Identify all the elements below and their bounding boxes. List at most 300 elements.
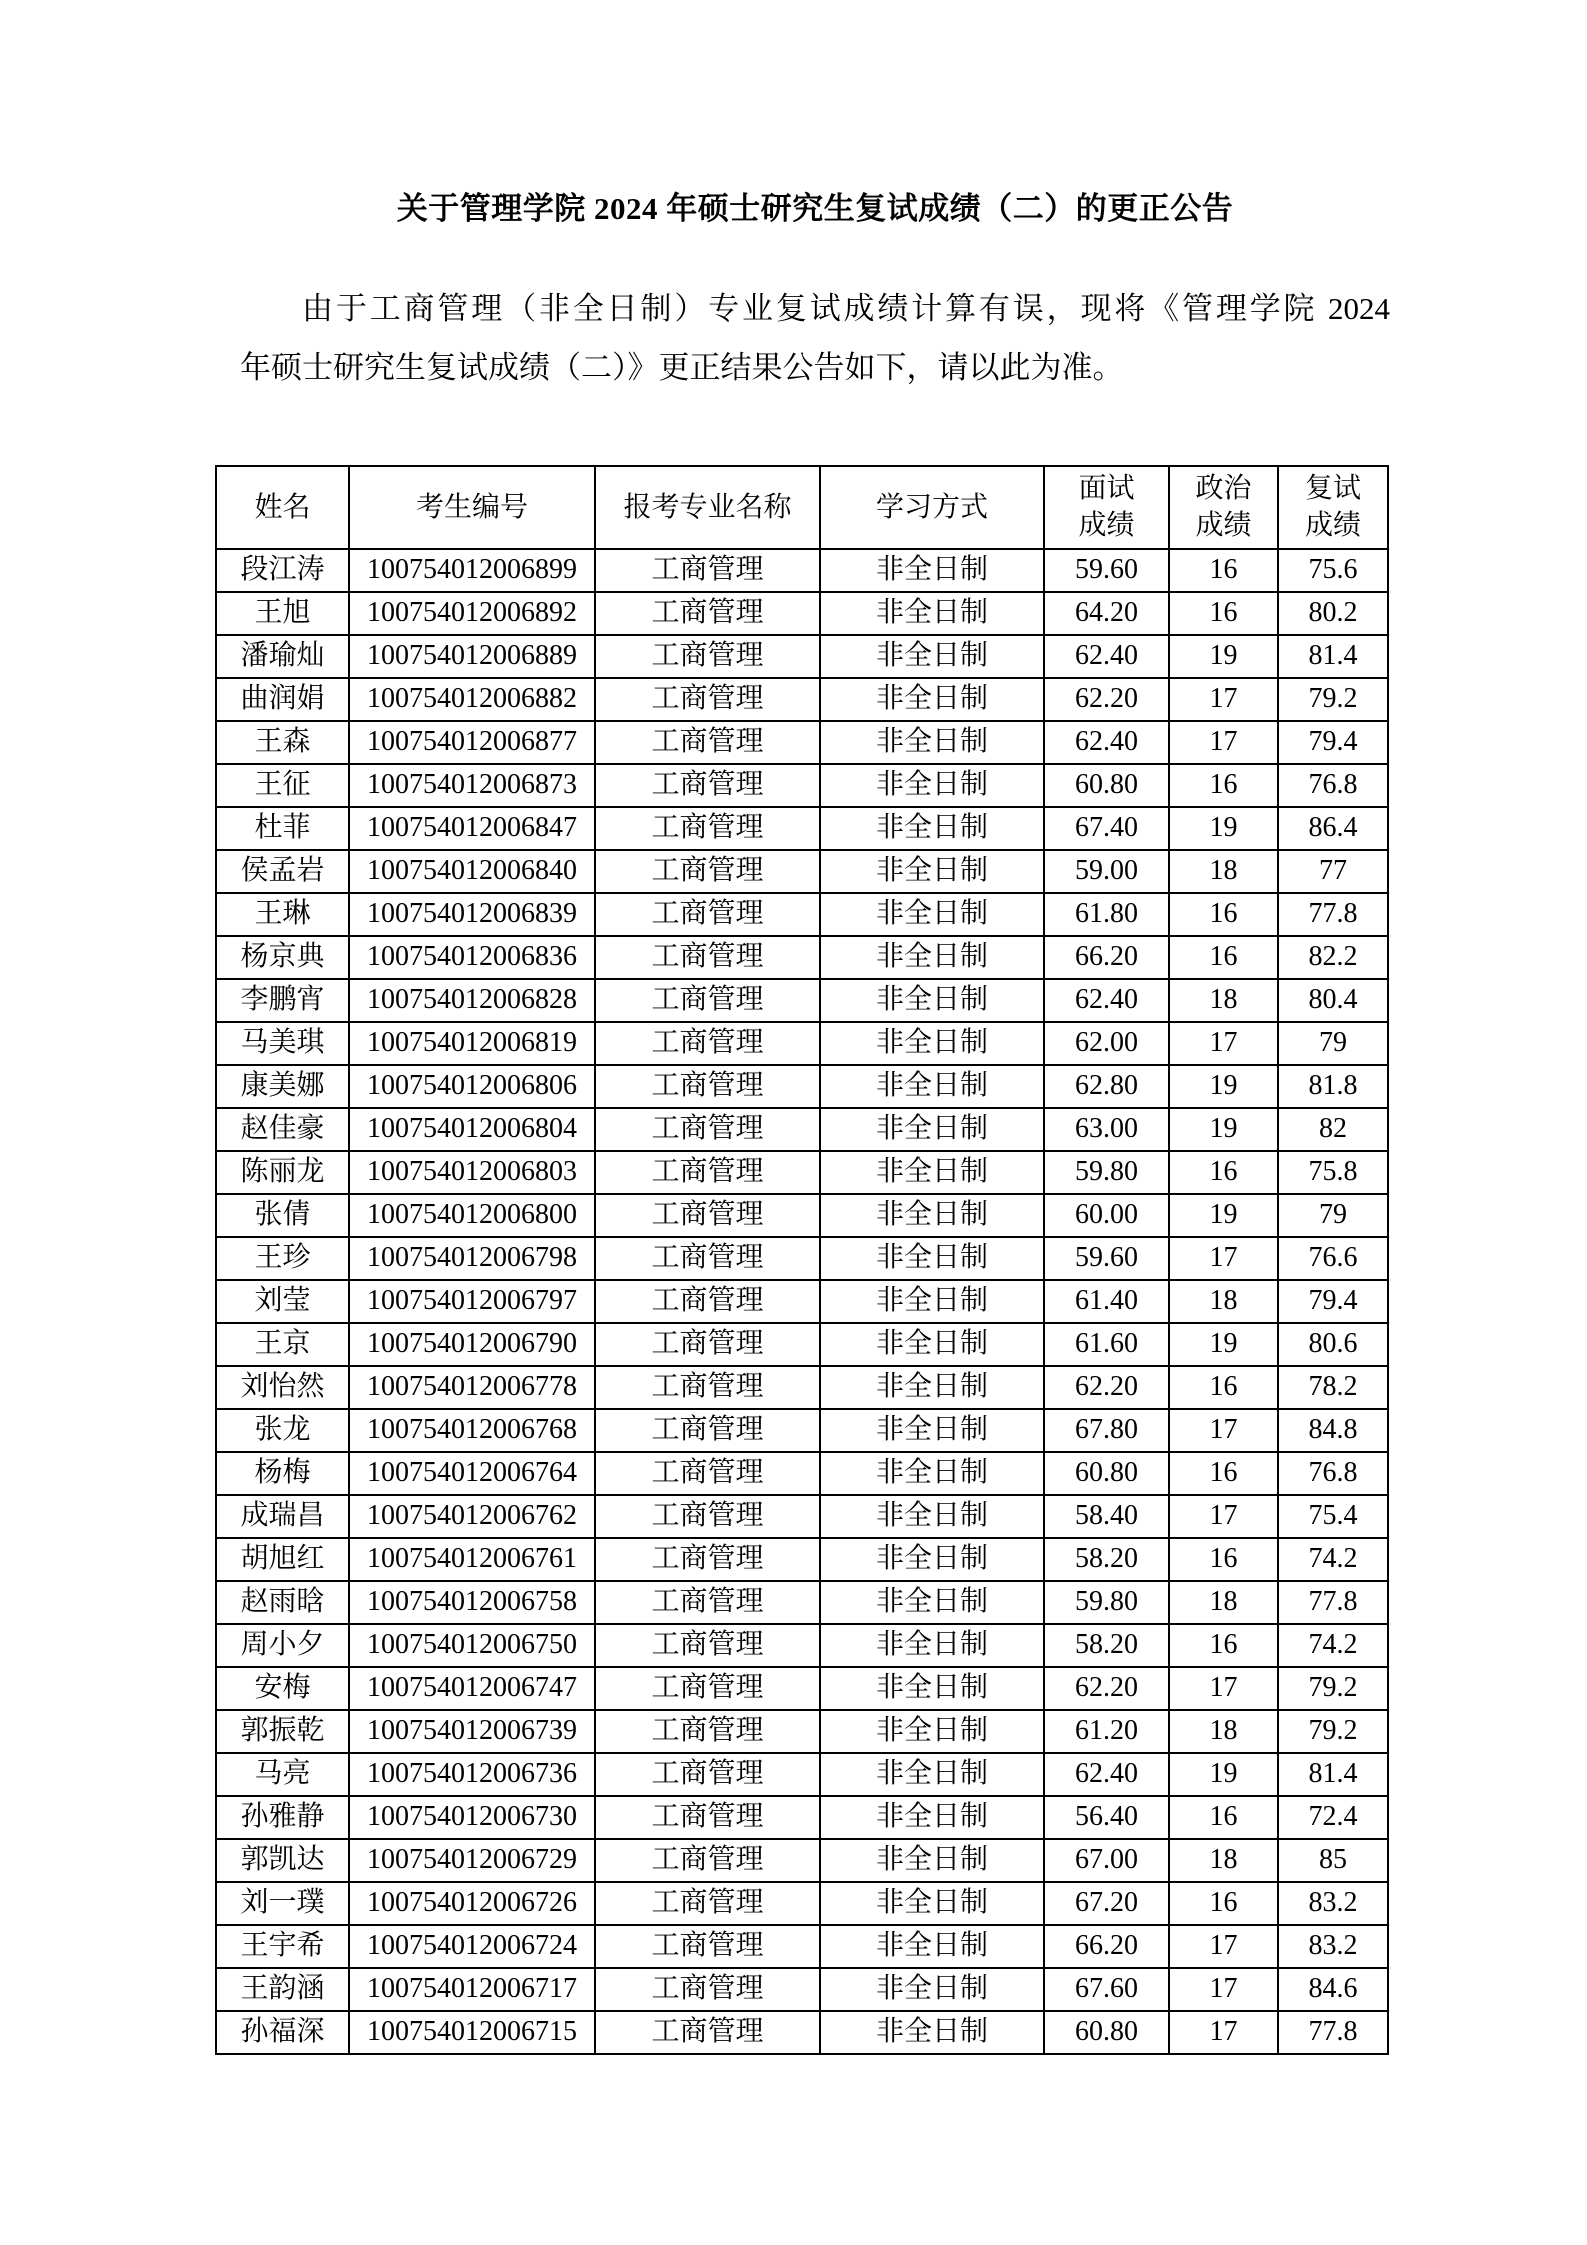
cell-name: 孙福深: [216, 2011, 349, 2054]
cell-politics-score: 19: [1169, 1194, 1278, 1237]
cell-candidate-id: 100754012006739: [349, 1710, 595, 1753]
table-row: [216, 1753, 1388, 1796]
cell-major: 工商管理: [595, 1882, 820, 1925]
header-study-mode-label: 学习方式: [875, 491, 988, 523]
cell-final-score: 77.8: [1278, 2011, 1388, 2054]
cell-politics-score: 16: [1169, 764, 1278, 807]
cell-interview-score: 62.40: [1044, 721, 1169, 764]
cell-interview-score: 58.20: [1044, 1538, 1169, 1581]
cell-interview-score: 67.60: [1044, 1968, 1169, 2011]
table-row: [216, 1151, 1388, 1194]
table-row: [216, 807, 1388, 850]
header-final-score-label: 复试成绩: [1305, 472, 1362, 542]
cell-name: 张龙: [216, 1409, 349, 1452]
cell-study-mode: 非全日制: [820, 1323, 1044, 1366]
cell-final-score: 81.4: [1278, 635, 1388, 678]
cell-candidate-id: 100754012006877: [349, 721, 595, 764]
cell-name: 赵雨晗: [216, 1581, 349, 1624]
cell-name: 安梅: [216, 1667, 349, 1710]
cell-study-mode: 非全日制: [820, 1151, 1044, 1194]
cell-politics-score: 17: [1169, 1667, 1278, 1710]
table-row: [216, 1968, 1388, 2011]
cell-candidate-id: 100754012006882: [349, 678, 595, 721]
cell-politics-score: 16: [1169, 1624, 1278, 1667]
cell-final-score: 80.4: [1278, 979, 1388, 1022]
cell-name: 王京: [216, 1323, 349, 1366]
cell-candidate-id: 100754012006736: [349, 1753, 595, 1796]
cell-study-mode: 非全日制: [820, 1366, 1044, 1409]
cell-interview-score: 60.00: [1044, 1194, 1169, 1237]
cell-final-score: 80.6: [1278, 1323, 1388, 1366]
cell-final-score: 79.4: [1278, 721, 1388, 764]
cell-candidate-id: 100754012006819: [349, 1022, 595, 1065]
cell-candidate-id: 100754012006724: [349, 1925, 595, 1968]
cell-study-mode: 非全日制: [820, 936, 1044, 979]
cell-name: 王征: [216, 764, 349, 807]
cell-study-mode: 非全日制: [820, 1065, 1044, 1108]
cell-politics-score: 18: [1169, 1581, 1278, 1624]
cell-study-mode: 非全日制: [820, 807, 1044, 850]
cell-name: 陈丽龙: [216, 1151, 349, 1194]
cell-candidate-id: 100754012006715: [349, 2011, 595, 2054]
cell-major: 工商管理: [595, 1753, 820, 1796]
cell-name: 赵佳豪: [216, 1108, 349, 1151]
table-row: [216, 1495, 1388, 1538]
cell-name: 刘莹: [216, 1280, 349, 1323]
cell-politics-score: 16: [1169, 592, 1278, 635]
header-final-score: [1278, 466, 1388, 549]
cell-candidate-id: 100754012006847: [349, 807, 595, 850]
cell-major: 工商管理: [595, 721, 820, 764]
cell-interview-score: 62.40: [1044, 1753, 1169, 1796]
table-row: [216, 2011, 1388, 2054]
cell-major: 工商管理: [595, 1839, 820, 1882]
cell-candidate-id: 100754012006899: [349, 549, 595, 592]
cell-final-score: 79.2: [1278, 1710, 1388, 1753]
intro-line-2: 年硕士研究生复试成绩（二）》更正结果公告如下，请以此为准。: [240, 350, 1124, 385]
cell-major: 工商管理: [595, 592, 820, 635]
cell-major: 工商管理: [595, 678, 820, 721]
cell-interview-score: 67.80: [1044, 1409, 1169, 1452]
header-study-mode: [820, 466, 1044, 549]
table-row: [216, 979, 1388, 1022]
cell-major: 工商管理: [595, 807, 820, 850]
cell-interview-score: 61.80: [1044, 893, 1169, 936]
table-row: [216, 1194, 1388, 1237]
cell-major: 工商管理: [595, 1968, 820, 2011]
header-major-label: 报考专业名称: [623, 491, 792, 523]
cell-politics-score: 17: [1169, 1409, 1278, 1452]
table-row: [216, 1280, 1388, 1323]
table-row: [216, 1237, 1388, 1280]
cell-candidate-id: 100754012006747: [349, 1667, 595, 1710]
cell-major: 工商管理: [595, 1280, 820, 1323]
cell-final-score: 86.4: [1278, 807, 1388, 850]
cell-candidate-id: 100754012006778: [349, 1366, 595, 1409]
cell-politics-score: 17: [1169, 1495, 1278, 1538]
cell-interview-score: 67.20: [1044, 1882, 1169, 1925]
cell-candidate-id: 100754012006800: [349, 1194, 595, 1237]
cell-name: 李鹏宵: [216, 979, 349, 1022]
table-row: [216, 549, 1388, 592]
cell-interview-score: 60.80: [1044, 1452, 1169, 1495]
cell-study-mode: 非全日制: [820, 1194, 1044, 1237]
cell-final-score: 75.4: [1278, 1495, 1388, 1538]
cell-major: 工商管理: [595, 893, 820, 936]
cell-name: 王珍: [216, 1237, 349, 1280]
cell-final-score: 79: [1278, 1022, 1388, 1065]
table-row: [216, 1925, 1388, 1968]
cell-major: 工商管理: [595, 1667, 820, 1710]
cell-final-score: 85: [1278, 1839, 1388, 1882]
cell-politics-score: 16: [1169, 1452, 1278, 1495]
cell-politics-score: 17: [1169, 1968, 1278, 2011]
cell-candidate-id: 100754012006768: [349, 1409, 595, 1452]
page-title: 关于管理学院 2024 年硕士研究生复试成绩（二）的更正公告: [396, 191, 1234, 226]
table-row: [216, 1882, 1388, 1925]
cell-major: 工商管理: [595, 979, 820, 1022]
cell-final-score: 82: [1278, 1108, 1388, 1151]
cell-interview-score: 62.40: [1044, 635, 1169, 678]
table-row: [216, 592, 1388, 635]
cell-politics-score: 17: [1169, 1022, 1278, 1065]
table-row: [216, 1581, 1388, 1624]
cell-interview-score: 62.20: [1044, 1366, 1169, 1409]
cell-politics-score: 19: [1169, 635, 1278, 678]
cell-interview-score: 62.80: [1044, 1065, 1169, 1108]
cell-final-score: 72.4: [1278, 1796, 1388, 1839]
cell-final-score: 78.2: [1278, 1366, 1388, 1409]
table-row: [216, 678, 1388, 721]
cell-final-score: 74.2: [1278, 1624, 1388, 1667]
cell-name: 王旭: [216, 592, 349, 635]
cell-name: 段江涛: [216, 549, 349, 592]
table-row: [216, 764, 1388, 807]
table-row: [216, 1108, 1388, 1151]
cell-major: 工商管理: [595, 1151, 820, 1194]
table-row: [216, 721, 1388, 764]
cell-major: 工商管理: [595, 1323, 820, 1366]
cell-name: 杨梅: [216, 1452, 349, 1495]
cell-interview-score: 62.20: [1044, 678, 1169, 721]
cell-major: 工商管理: [595, 1108, 820, 1151]
cell-name: 杨京典: [216, 936, 349, 979]
cell-name: 成瑞昌: [216, 1495, 349, 1538]
cell-major: 工商管理: [595, 1065, 820, 1108]
header-interview-score-label: 面试成绩: [1078, 472, 1135, 542]
cell-interview-score: 61.20: [1044, 1710, 1169, 1753]
table-row: [216, 1624, 1388, 1667]
cell-major: 工商管理: [595, 2011, 820, 2054]
cell-final-score: 79.2: [1278, 678, 1388, 721]
cell-politics-score: 16: [1169, 1151, 1278, 1194]
table-row: [216, 1409, 1388, 1452]
cell-candidate-id: 100754012006798: [349, 1237, 595, 1280]
cell-politics-score: 16: [1169, 1796, 1278, 1839]
table-row: [216, 1839, 1388, 1882]
cell-interview-score: 62.00: [1044, 1022, 1169, 1065]
cell-interview-score: 60.80: [1044, 764, 1169, 807]
cell-interview-score: 59.60: [1044, 1237, 1169, 1280]
cell-study-mode: 非全日制: [820, 1022, 1044, 1065]
cell-study-mode: 非全日制: [820, 635, 1044, 678]
cell-candidate-id: 100754012006873: [349, 764, 595, 807]
cell-politics-score: 16: [1169, 1538, 1278, 1581]
cell-candidate-id: 100754012006797: [349, 1280, 595, 1323]
cell-study-mode: 非全日制: [820, 2011, 1044, 2054]
cell-candidate-id: 100754012006803: [349, 1151, 595, 1194]
cell-major: 工商管理: [595, 1194, 820, 1237]
cell-study-mode: 非全日制: [820, 1925, 1044, 1968]
cell-final-score: 75.8: [1278, 1151, 1388, 1194]
cell-name: 杜菲: [216, 807, 349, 850]
cell-final-score: 75.6: [1278, 549, 1388, 592]
cell-politics-score: 19: [1169, 807, 1278, 850]
cell-major: 工商管理: [595, 1495, 820, 1538]
cell-final-score: 79: [1278, 1194, 1388, 1237]
header-candidate-id: [349, 466, 595, 549]
cell-major: 工商管理: [595, 1409, 820, 1452]
cell-study-mode: 非全日制: [820, 1624, 1044, 1667]
cell-study-mode: 非全日制: [820, 678, 1044, 721]
cell-name: 郭振乾: [216, 1710, 349, 1753]
cell-final-score: 84.8: [1278, 1409, 1388, 1452]
cell-major: 工商管理: [595, 1796, 820, 1839]
cell-major: 工商管理: [595, 1366, 820, 1409]
cell-interview-score: 62.40: [1044, 979, 1169, 1022]
cell-name: 康美娜: [216, 1065, 349, 1108]
table-header-row: [216, 466, 1388, 549]
table-row: [216, 1065, 1388, 1108]
cell-candidate-id: 100754012006762: [349, 1495, 595, 1538]
cell-politics-score: 19: [1169, 1753, 1278, 1796]
cell-politics-score: 18: [1169, 1280, 1278, 1323]
cell-interview-score: 58.20: [1044, 1624, 1169, 1667]
cell-name: 潘瑜灿: [216, 635, 349, 678]
table-row: [216, 1796, 1388, 1839]
cell-study-mode: 非全日制: [820, 1495, 1044, 1538]
cell-name: 马亮: [216, 1753, 349, 1796]
cell-politics-score: 18: [1169, 1839, 1278, 1882]
cell-interview-score: 56.40: [1044, 1796, 1169, 1839]
cell-candidate-id: 100754012006889: [349, 635, 595, 678]
header-interview-score: [1044, 466, 1169, 549]
cell-interview-score: 67.00: [1044, 1839, 1169, 1882]
cell-politics-score: 19: [1169, 1108, 1278, 1151]
cell-candidate-id: 100754012006836: [349, 936, 595, 979]
cell-name: 胡旭红: [216, 1538, 349, 1581]
cell-final-score: 77: [1278, 850, 1388, 893]
cell-politics-score: 18: [1169, 979, 1278, 1022]
cell-study-mode: 非全日制: [820, 979, 1044, 1022]
cell-name: 张倩: [216, 1194, 349, 1237]
cell-study-mode: 非全日制: [820, 1409, 1044, 1452]
cell-major: 工商管理: [595, 1710, 820, 1753]
cell-interview-score: 61.60: [1044, 1323, 1169, 1366]
header-name-label: 姓名: [254, 491, 311, 523]
cell-study-mode: 非全日制: [820, 721, 1044, 764]
cell-major: 工商管理: [595, 850, 820, 893]
cell-politics-score: 16: [1169, 1366, 1278, 1409]
cell-study-mode: 非全日制: [820, 549, 1044, 592]
cell-politics-score: 17: [1169, 721, 1278, 764]
table-row: [216, 1538, 1388, 1581]
cell-candidate-id: 100754012006840: [349, 850, 595, 893]
cell-major: 工商管理: [595, 1581, 820, 1624]
cell-name: 王森: [216, 721, 349, 764]
cell-major: 工商管理: [595, 1022, 820, 1065]
cell-name: 刘怡然: [216, 1366, 349, 1409]
table-row: [216, 1452, 1388, 1495]
cell-major: 工商管理: [595, 1538, 820, 1581]
score-table: [215, 465, 1389, 2055]
cell-politics-score: 19: [1169, 1065, 1278, 1108]
cell-politics-score: 17: [1169, 678, 1278, 721]
cell-major: 工商管理: [595, 1925, 820, 1968]
cell-politics-score: 16: [1169, 893, 1278, 936]
cell-candidate-id: 100754012006758: [349, 1581, 595, 1624]
intro-line-1: 由于工商管理（非全日制）专业复试成绩计算有误，现将《管理学院 2024: [302, 291, 1390, 326]
cell-final-score: 83.2: [1278, 1925, 1388, 1968]
cell-candidate-id: 100754012006804: [349, 1108, 595, 1151]
cell-final-score: 82.2: [1278, 936, 1388, 979]
cell-interview-score: 61.40: [1044, 1280, 1169, 1323]
cell-candidate-id: 100754012006828: [349, 979, 595, 1022]
cell-politics-score: 17: [1169, 2011, 1278, 2054]
cell-major: 工商管理: [595, 1237, 820, 1280]
cell-name: 曲润娟: [216, 678, 349, 721]
table-row: [216, 1323, 1388, 1366]
cell-politics-score: 16: [1169, 1882, 1278, 1925]
cell-study-mode: 非全日制: [820, 1237, 1044, 1280]
cell-major: 工商管理: [595, 635, 820, 678]
cell-major: 工商管理: [595, 1452, 820, 1495]
header-major: [595, 466, 820, 549]
cell-interview-score: 64.20: [1044, 592, 1169, 635]
cell-politics-score: 17: [1169, 1925, 1278, 1968]
header-politics-score-label: 政治成绩: [1195, 472, 1252, 542]
cell-interview-score: 66.20: [1044, 936, 1169, 979]
cell-final-score: 83.2: [1278, 1882, 1388, 1925]
cell-study-mode: 非全日制: [820, 1882, 1044, 1925]
header-name: [216, 466, 349, 549]
cell-politics-score: 18: [1169, 1710, 1278, 1753]
cell-politics-score: 18: [1169, 850, 1278, 893]
table-row: [216, 1667, 1388, 1710]
cell-interview-score: 67.40: [1044, 807, 1169, 850]
cell-major: 工商管理: [595, 549, 820, 592]
cell-study-mode: 非全日制: [820, 1710, 1044, 1753]
cell-name: 郭凯达: [216, 1839, 349, 1882]
cell-final-score: 76.8: [1278, 764, 1388, 807]
cell-study-mode: 非全日制: [820, 1839, 1044, 1882]
cell-study-mode: 非全日制: [820, 1667, 1044, 1710]
cell-candidate-id: 100754012006806: [349, 1065, 595, 1108]
table-row: [216, 1366, 1388, 1409]
cell-study-mode: 非全日制: [820, 1280, 1044, 1323]
cell-candidate-id: 100754012006750: [349, 1624, 595, 1667]
cell-major: 工商管理: [595, 1624, 820, 1667]
cell-final-score: 84.6: [1278, 1968, 1388, 2011]
cell-interview-score: 59.00: [1044, 850, 1169, 893]
cell-name: 王宇希: [216, 1925, 349, 1968]
cell-interview-score: 59.80: [1044, 1581, 1169, 1624]
cell-study-mode: 非全日制: [820, 1538, 1044, 1581]
cell-politics-score: 17: [1169, 1237, 1278, 1280]
cell-candidate-id: 100754012006730: [349, 1796, 595, 1839]
cell-interview-score: 59.60: [1044, 549, 1169, 592]
cell-study-mode: 非全日制: [820, 764, 1044, 807]
cell-final-score: 80.2: [1278, 592, 1388, 635]
cell-candidate-id: 100754012006717: [349, 1968, 595, 2011]
cell-politics-score: 16: [1169, 549, 1278, 592]
cell-interview-score: 60.80: [1044, 2011, 1169, 2054]
cell-candidate-id: 100754012006726: [349, 1882, 595, 1925]
cell-study-mode: 非全日制: [820, 1968, 1044, 2011]
cell-study-mode: 非全日制: [820, 1581, 1044, 1624]
cell-study-mode: 非全日制: [820, 1108, 1044, 1151]
cell-name: 马美琪: [216, 1022, 349, 1065]
cell-final-score: 79.4: [1278, 1280, 1388, 1323]
table-body: [216, 549, 1388, 2054]
cell-major: 工商管理: [595, 936, 820, 979]
header-politics-score: [1169, 466, 1278, 549]
cell-name: 周小夕: [216, 1624, 349, 1667]
cell-politics-score: 19: [1169, 1323, 1278, 1366]
cell-name: 侯孟岩: [216, 850, 349, 893]
cell-final-score: 74.2: [1278, 1538, 1388, 1581]
cell-candidate-id: 100754012006839: [349, 893, 595, 936]
cell-interview-score: 62.20: [1044, 1667, 1169, 1710]
cell-major: 工商管理: [595, 764, 820, 807]
intro-paragraph: [240, 279, 1390, 397]
cell-study-mode: 非全日制: [820, 850, 1044, 893]
cell-final-score: 76.6: [1278, 1237, 1388, 1280]
cell-study-mode: 非全日制: [820, 1452, 1044, 1495]
cell-name: 孙雅静: [216, 1796, 349, 1839]
cell-final-score: 81.8: [1278, 1065, 1388, 1108]
cell-study-mode: 非全日制: [820, 592, 1044, 635]
cell-politics-score: 16: [1169, 936, 1278, 979]
table-row: [216, 1710, 1388, 1753]
cell-final-score: 81.4: [1278, 1753, 1388, 1796]
cell-study-mode: 非全日制: [820, 1796, 1044, 1839]
table-row: [216, 893, 1388, 936]
cell-interview-score: 66.20: [1044, 1925, 1169, 1968]
cell-interview-score: 59.80: [1044, 1151, 1169, 1194]
cell-candidate-id: 100754012006892: [349, 592, 595, 635]
cell-study-mode: 非全日制: [820, 893, 1044, 936]
cell-final-score: 76.8: [1278, 1452, 1388, 1495]
cell-name: 王韵涵: [216, 1968, 349, 2011]
table-row: [216, 1022, 1388, 1065]
cell-candidate-id: 100754012006729: [349, 1839, 595, 1882]
cell-final-score: 77.8: [1278, 1581, 1388, 1624]
table-row: [216, 635, 1388, 678]
cell-interview-score: 63.00: [1044, 1108, 1169, 1151]
cell-candidate-id: 100754012006790: [349, 1323, 595, 1366]
table-row: [216, 936, 1388, 979]
cell-study-mode: 非全日制: [820, 1753, 1044, 1796]
cell-interview-score: 58.40: [1044, 1495, 1169, 1538]
header-candidate-id-label: 考生编号: [415, 491, 528, 523]
cell-final-score: 79.2: [1278, 1667, 1388, 1710]
cell-candidate-id: 100754012006761: [349, 1538, 595, 1581]
cell-final-score: 77.8: [1278, 893, 1388, 936]
cell-candidate-id: 100754012006764: [349, 1452, 595, 1495]
cell-name: 刘一璞: [216, 1882, 349, 1925]
cell-name: 王琳: [216, 893, 349, 936]
